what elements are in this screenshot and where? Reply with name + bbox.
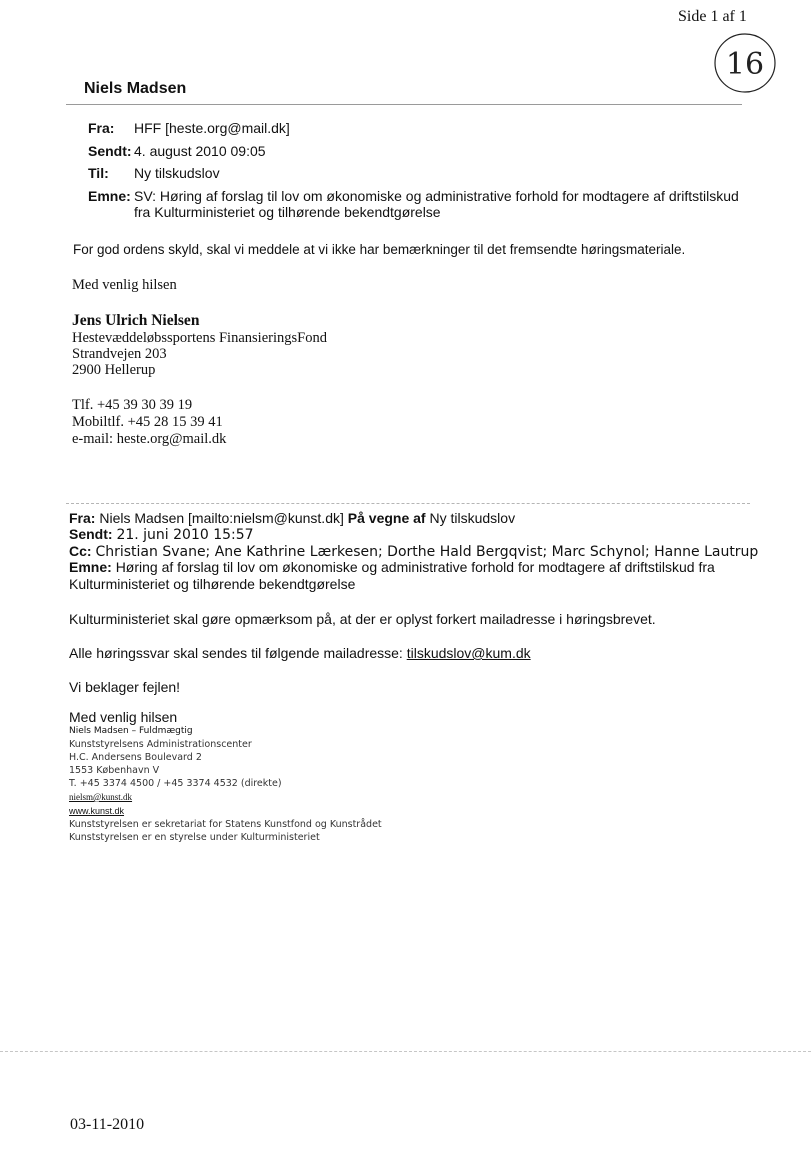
sent-value: 4. august 2010 09:05	[134, 143, 266, 159]
page-bottom-divider	[0, 1051, 811, 1052]
forwarded-from-row	[69, 510, 515, 526]
forwarded-sig-name: Niels Madsen – Fuldmægtig	[69, 726, 193, 736]
on-behalf-value: Ny tilskudslov	[429, 510, 516, 526]
forwarded-sig-note-2: Kunststyrelsen er en styrelse under Kulturministeriet	[69, 832, 320, 843]
forwarded-sig-street: H.C. Andersens Boulevard 2	[69, 752, 202, 763]
forwarded-paragraph-2	[69, 645, 531, 661]
forwarded-subject-label: Emne:	[69, 559, 112, 575]
signature-phone: Tlf. +45 39 30 39 19	[72, 397, 193, 413]
subject-value	[134, 188, 744, 220]
cc-label: Cc:	[69, 543, 92, 559]
forwarded-from-label: Fra:	[69, 510, 96, 526]
forwarded-subject-line-1: Høring af forslag til lov om økonomiske og administrative forhold for modtagere af driftstilskud fra	[115, 559, 715, 575]
forwarded-cc-row	[69, 543, 758, 560]
handwritten-page-stamp	[712, 30, 778, 96]
page-indicator: Side 1 af 1	[678, 8, 747, 25]
signature-street: Strandvejen 203	[72, 346, 167, 362]
reply-body-text: For god ordens skyld, skal vi meddele at vi ikke har bemærkninger til det fremsendte høringsmateriale.	[73, 242, 686, 257]
signature-mobile: Mobiltlf. +45 28 15 39 41	[72, 414, 223, 430]
paragraph-2-text: Alle høringssvar skal sendes til følgende mailadresse:	[69, 645, 403, 661]
forward-divider	[66, 503, 750, 504]
forwarded-sent-value: 21. juni 2010 15:57	[116, 527, 254, 543]
consultation-email-link[interactable]: tilskudslov@kum.dk	[406, 645, 531, 661]
cc-value: Christian Svane; Ane Kathrine Lærkesen; Dorthe Hald Bergqvist; Marc Schynol; Hanne Lautrup	[95, 544, 759, 560]
subject-label: Emne:	[88, 188, 131, 204]
from-label: Fra:	[88, 120, 115, 136]
forwarded-sig-email-link[interactable]: nielsm@kunst.dk	[69, 792, 133, 802]
forwarded-sig-web-link[interactable]: www.kunst.dk	[69, 806, 125, 816]
signature-org: Hestevæddeløbssportens FinansieringsFond	[72, 330, 327, 346]
mailbox-owner-name: Niels Madsen	[84, 80, 187, 97]
on-behalf-label: På vegne af	[347, 510, 426, 526]
forwarded-greeting: Med venlig hilsen	[69, 709, 178, 725]
footer-date: 03-11-2010	[70, 1116, 145, 1133]
forwarded-sig-city: 1553 København V	[69, 765, 160, 776]
from-value: HFF [heste.org@mail.dk]	[134, 120, 290, 136]
subject-line-1: SV: Høring af forslag til lov om økonomiske og administrative forhold for modtagere af driftstilskud	[134, 188, 739, 204]
forwarded-sig-org: Kunststyrelsens Administrationscenter	[69, 739, 252, 750]
subject-line-2: fra Kulturministeriet og tilhørende bekendtgørelse	[134, 204, 441, 220]
forwarded-from-value: Niels Madsen [mailto:nielsm@kunst.dk]	[99, 510, 344, 526]
sent-label: Sendt:	[88, 143, 132, 159]
forwarded-sent-label: Sendt:	[69, 526, 113, 542]
greeting: Med venlig hilsen	[72, 277, 177, 293]
forwarded-sig-phone: T. +45 3374 4500 / +45 3374 4532 (direkte)	[69, 778, 282, 789]
signature-city: 2900 Hellerup	[72, 362, 156, 378]
to-label: Til:	[88, 165, 109, 181]
forwarded-subject-line-2: Kulturministeriet og tilhørende bekendtgørelse	[69, 576, 356, 592]
forwarded-sig-note-1: Kunststyrelsen er sekretariat for Statens Kunstfond og Kunstrådet	[69, 819, 382, 830]
signature-name: Jens Ulrich Nielsen	[72, 312, 200, 329]
to-value: Ny tilskudslov	[134, 165, 220, 181]
forwarded-paragraph-3: Vi beklager fejlen!	[69, 679, 181, 695]
signature-email: e-mail: heste.org@mail.dk	[72, 431, 227, 447]
svg-text:16: 16	[725, 47, 765, 82]
header-divider	[66, 104, 742, 105]
forwarded-paragraph-1: Kulturministeriet skal gøre opmærksom på, at der er oplyst forkert mailadresse i høringsbrevet.	[69, 611, 656, 627]
forwarded-sent-row	[69, 526, 254, 543]
forwarded-subject-row	[69, 559, 715, 575]
